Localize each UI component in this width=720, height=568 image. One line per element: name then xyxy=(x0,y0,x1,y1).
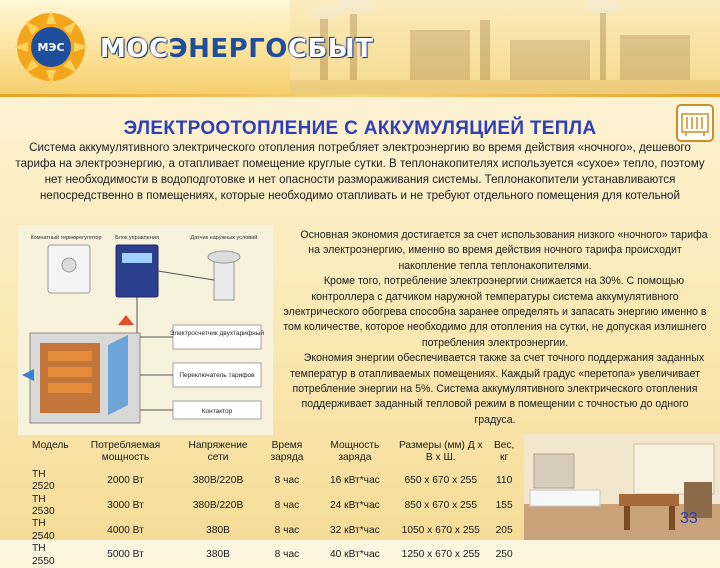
contactor-label: Контактор xyxy=(201,408,233,415)
outdoor-sensor-label: Датчик наружных условий xyxy=(190,235,258,241)
outdoor-sensor-image xyxy=(214,260,234,300)
cell-charge-time: 8 час xyxy=(274,475,300,487)
column-header-weight: Вес, кг xyxy=(493,440,515,464)
cell-weight: 205 xyxy=(495,524,513,536)
brand-part-1: МОС xyxy=(100,34,169,64)
company-logo-icon xyxy=(12,8,90,86)
table-row xyxy=(30,518,520,543)
cell-model: ТН 2530 xyxy=(32,493,55,518)
tariff-switch-label: Переключатель тарифов xyxy=(179,372,255,379)
page-number: 33 xyxy=(680,510,698,527)
cell-power: 2000 Вт xyxy=(107,475,144,487)
cell-charge-power: 24 кВт*час xyxy=(329,499,380,511)
cell-weight: 155 xyxy=(495,499,513,511)
specifications-table xyxy=(30,440,520,568)
column-header-charge-time: Время заряда xyxy=(270,440,304,464)
table-row xyxy=(30,494,520,519)
cell-charge-time: 8 час xyxy=(274,499,300,511)
cell-model: ТН 2520 xyxy=(32,468,55,493)
heater-icon xyxy=(676,104,714,142)
table-row xyxy=(30,465,520,494)
savings-paragraph-3: Экономия энергии обеспечивается также за счет точного поддержания заданных температур в отапливаемых помещениях. Каждый градус «перетопа» увеличивает потребление энергии на 5%. Система аккумулятивного электрического отопления поддерживает заданный тепловой режим в помещении с точностью до одного градуса. xyxy=(290,352,705,426)
heating-system-diagram xyxy=(18,225,273,435)
brand-part-3: СБЫТ xyxy=(287,34,374,64)
cell-charge-time: 8 час xyxy=(274,524,300,536)
cell-dimensions: 850 х 670 х 255 xyxy=(404,499,477,511)
control-unit-label: Блок управления xyxy=(115,235,159,241)
savings-paragraph-1: Основная экономия достигается за счет использования низкого «ночного» тарифа на электроэнергию, именно во время действия ночного тарифа происходит накопление тепла теплонакопителями. xyxy=(300,229,708,272)
cell-power: 3000 Вт xyxy=(107,499,144,511)
header-banner xyxy=(0,0,720,94)
cell-model: ТН 2550 xyxy=(32,543,55,567)
brand-part-2: ЭНЕРГО xyxy=(168,34,288,64)
column-header-power: Потребляемая мощность xyxy=(90,440,161,464)
cell-charge-time: 8 час xyxy=(274,549,300,561)
intro-paragraph: Система аккумулятивного электрического отопления потребляет электроэнергию во время действия «ночного», дешевого тарифа на электроэнергию, а отапливает помещение круглые сутки. В теплонакопителях используется «сухое» тепло, поэтому нет необходимости в водоподготовке и нет опасности размораживания системы. Теплонакопители устанавливаются непосредственно в помещениях, которые необходимо отапливать и не требуют отдельного помещения для котельной xyxy=(15,141,705,202)
header-divider xyxy=(0,94,720,97)
cell-charge-power: 32 кВт*час xyxy=(329,524,380,536)
control-unit-image xyxy=(116,245,158,297)
thermostat-label: Комнатный терморегулятор xyxy=(30,235,102,241)
column-header-voltage: Напряжение сети xyxy=(188,440,248,464)
table-row xyxy=(30,543,520,568)
table-header-row xyxy=(30,440,520,465)
savings-description xyxy=(280,228,710,428)
cell-power: 5000 Вт xyxy=(107,549,144,561)
brand-name xyxy=(100,34,373,64)
cell-voltage: 380В xyxy=(206,549,230,561)
column-header-model: Модель xyxy=(32,440,69,451)
cell-dimensions: 1050 х 670 х 255 xyxy=(401,524,480,536)
cell-dimensions: 650 х 670 х 255 xyxy=(404,475,477,487)
cell-charge-power: 40 кВт*час xyxy=(329,549,380,561)
cell-voltage: 380В/220В xyxy=(192,475,244,487)
logo-text: МЭС xyxy=(37,41,65,54)
cell-charge-power: 16 кВт*час xyxy=(329,475,380,487)
cell-weight: 110 xyxy=(496,475,513,487)
meter-label: Электросчетчик двухтарифный xyxy=(169,330,265,337)
cell-dimensions: 1250 х 670 х 255 xyxy=(401,549,480,561)
cell-voltage: 380В xyxy=(206,524,230,536)
column-header-dimensions: Размеры (мм) Д х В х Ш. xyxy=(398,440,483,464)
column-header-charge-power: Мощность заряда xyxy=(330,440,380,464)
page-title: ЭЛЕКТРООТОПЛЕНИЕ С АККУМУЛЯЦИЕЙ ТЕПЛА xyxy=(123,118,597,139)
savings-paragraph-2: Кроме того, потребление электроэнергии снижается на 30%. С помощью контроллера с датчиком наружной температуры система аккумулятивного электрического обогрева способна заранее определять и запасать энергию именно в том количестве, которое необходимо для отопления на сутки, не допуская излишнего потребления электроэнергии. xyxy=(283,275,707,349)
cell-power: 4000 Вт xyxy=(107,524,144,536)
cell-model: ТН 2540 xyxy=(32,518,55,542)
cell-weight: 250 xyxy=(495,549,513,561)
cell-voltage: 380В/220В xyxy=(192,499,244,511)
